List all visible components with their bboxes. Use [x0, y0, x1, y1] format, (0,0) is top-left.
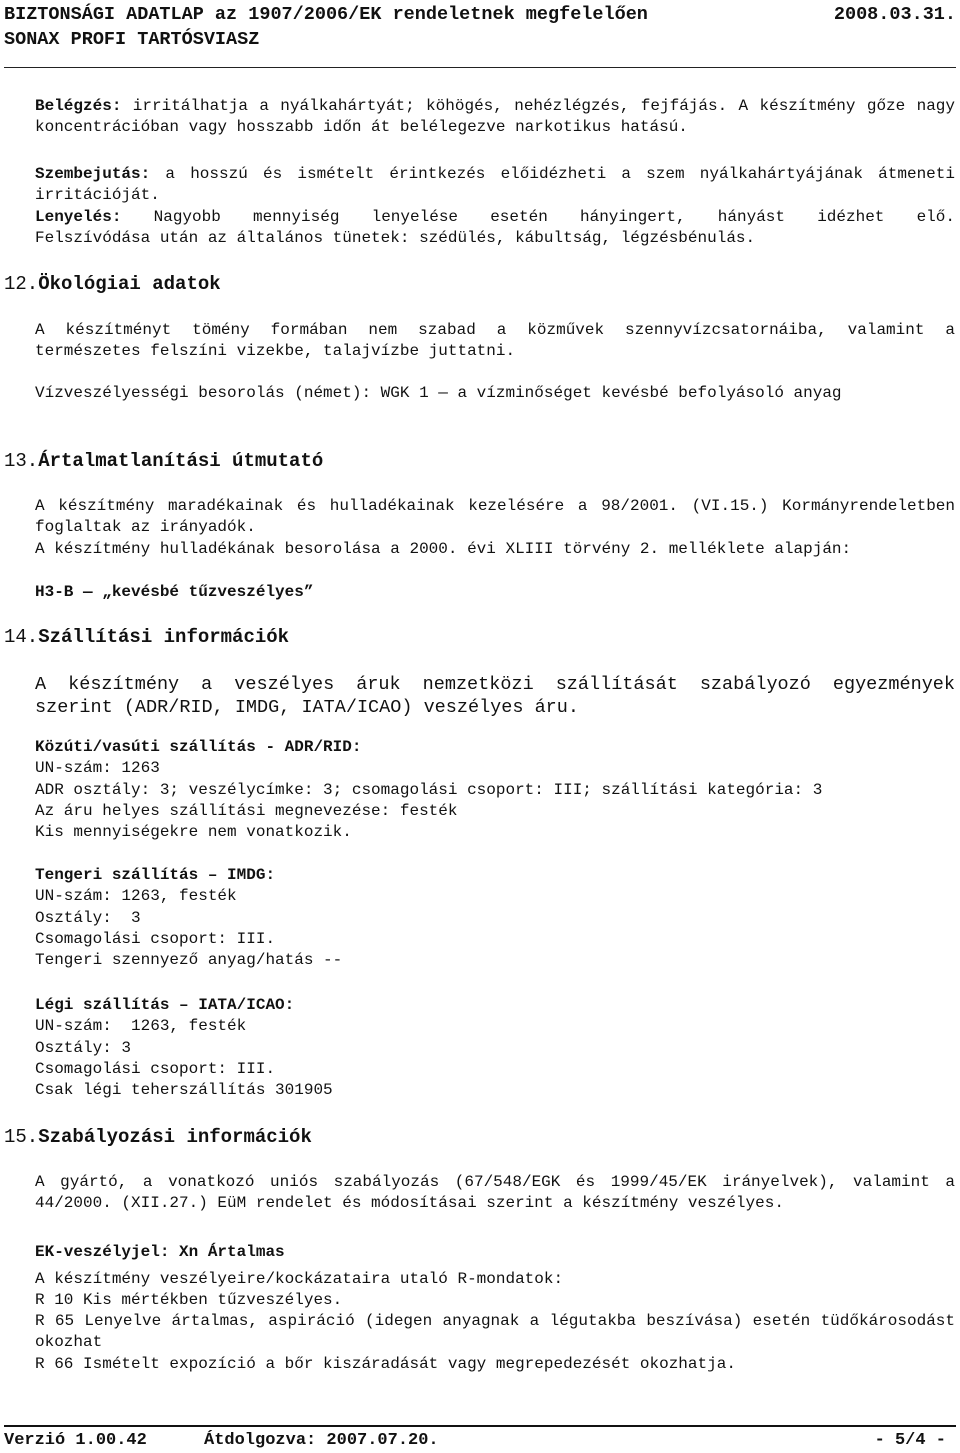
ingestion-paragraph	[35, 207, 955, 250]
section-15-title: Szabályozási információk	[38, 1126, 312, 1148]
disposal-paragraph-2: A készítmény hulladékának besorolása a 2000. évi XLIII törvény 2. melléklete alapján:	[35, 540, 852, 558]
imdg-title: Tengeri szállítás – IMDG:	[35, 866, 276, 884]
ingestion-label: Lenyelés:	[35, 208, 122, 226]
footer-divider	[4, 1425, 956, 1427]
header-divider	[4, 67, 956, 68]
document-title: BIZTONSÁGI ADATLAP az 1907/2006/EK rendeletnek megfelelően	[4, 4, 648, 25]
inhalation-text: irritálhatja a nyálkahártyát; köhögés, nehézlégzés, fejfájás. A készítmény gőze nagy koncentrációban vagy hosszabb időn át belélegezve narkotikus hatású.	[35, 97, 956, 137]
document-header	[4, 4, 956, 26]
section-13-heading	[4, 449, 323, 473]
imdg-line: UN-szám: 1263, festék	[35, 887, 237, 906]
iata-line: Csak légi teherszállítás 301905	[35, 1081, 333, 1100]
version-number: Verzió 1.00.42	[4, 1431, 147, 1450]
adr-line: Az áru helyes szállítási megnevezése: festék	[35, 801, 458, 820]
waste-class: H3-B — „kevésbé tűzveszélyes”	[35, 583, 314, 601]
ingestion-line-1	[35, 207, 955, 228]
imdg-line: Tengeri szennyező anyag/hatás --	[35, 951, 343, 970]
disposal-paragraph-1: A készítmény maradékainak és hulladékainak kezelésére a 98/2001. (VI.15.) Kormányrendeletben foglaltak az irányadók.	[35, 497, 955, 537]
r-phrases-block	[35, 1269, 955, 1312]
document-footer	[4, 1430, 946, 1452]
eye-contact-paragraph	[35, 164, 955, 207]
page-number: - 5/4 -	[874, 1431, 946, 1450]
r-phrase-10: R 10 Kis mértékben tűzveszélyes.	[35, 1291, 343, 1310]
hazard-symbol: EK-veszélyjel: Xn Ártalmas	[35, 1243, 285, 1261]
imdg-line: Csomagolási csoport: III.	[35, 929, 276, 948]
ecology-paragraph: A készítményt tömény formában nem szabad a közművek szennyvízcsatornáiba, valamint a természetes felszíni vizekbe, talajvízbe juttatni.	[35, 321, 955, 361]
section-12-number: 12.	[4, 273, 39, 295]
section-12-heading	[4, 272, 221, 296]
product-name: SONAX PROFI TARTÓSVIASZ	[4, 29, 260, 50]
transport-intro: A készítmény a veszélyes áruk nemzetközi szállítását szabályozó egyezmények szerint (ADR/RID, IMDG, IATA/ICAO) veszélyes áru.	[35, 674, 955, 718]
iata-line: Csomagolási csoport: III.	[35, 1059, 276, 1078]
r-phrase-66: R 66 Ismételt expozíció a bőr kiszáradását vagy megrepedezését okozhatja.	[35, 1355, 736, 1373]
eye-contact-label: Szembejutás:	[35, 165, 151, 183]
water-hazard-paragraph: Vízveszélyességi besorolás (német): WGK 1 — a vízminőséget kevésbé befolyásoló anyag	[35, 384, 842, 402]
section-15-number: 15.	[4, 1126, 39, 1148]
r-phrase-65: R 65 Lenyelve ártalmas, aspiráció (idegen anyagnak a légutakba beszívása) esetén tüdőkárosodást okozhat	[35, 1312, 955, 1352]
iata-block	[35, 995, 955, 1101]
section-13-title: Ártalmatlanítási útmutató	[38, 450, 324, 472]
section-14-heading	[4, 625, 289, 649]
adr-title: Közúti/vasúti szállítás - ADR/RID:	[35, 738, 362, 756]
document-date: 2008.03.31.	[833, 4, 956, 25]
imdg-line: Osztály: 3	[35, 908, 141, 927]
iata-title: Légi szállítás – IATA/ICAO:	[35, 996, 295, 1014]
iata-line: UN-szám: 1263, festék	[35, 1017, 247, 1036]
inhalation-label: Belégzés:	[35, 97, 122, 115]
section-14-number: 14.	[4, 626, 39, 648]
iata-line: Osztály: 3	[35, 1038, 132, 1057]
adr-line: ADR osztály: 3; veszélycímke: 3; csomagolási csoport: III; szállítási kategória: 3	[35, 780, 823, 799]
adr-line: Kis mennyiségekre nem vonatkozik.	[35, 823, 352, 842]
ingestion-text: Nagyobb mennyiség lenyelése esetén hányingert, hányást idézhet elő.	[153, 208, 955, 226]
section-13-number: 13.	[4, 450, 39, 472]
imdg-block	[35, 865, 955, 971]
inhalation-paragraph	[35, 96, 955, 139]
section-12-title: Ökológiai adatok	[38, 273, 221, 295]
section-14-title: Szállítási információk	[38, 626, 290, 648]
regulatory-paragraph: A gyártó, a vonatkozó uniós szabályozás (67/548/EGK és 1999/45/EK irányelvek), valamint a 44/2000. (XII.27.) EüM rendelet és módosításai szerint a készítmény veszélyes.	[35, 1173, 955, 1213]
section-15-heading	[4, 1125, 312, 1149]
adr-block	[35, 737, 955, 843]
revision-date: Átdolgozva: 2007.07.20.	[204, 1431, 439, 1450]
r-phrases-intro: A készítmény veszélyeire/kockázataira utaló R-mondatok:	[35, 1270, 564, 1288]
eye-contact-text: a hosszú és ismételt érintkezés előidézheti a szem nyálkahártyájának átmeneti irritációját.	[35, 165, 955, 205]
adr-line: UN-szám: 1263	[35, 759, 160, 778]
ingestion-line-2: Felszívódása után az általános tünetek: szédülés, kábultság, légzésbénulás.	[35, 229, 756, 248]
